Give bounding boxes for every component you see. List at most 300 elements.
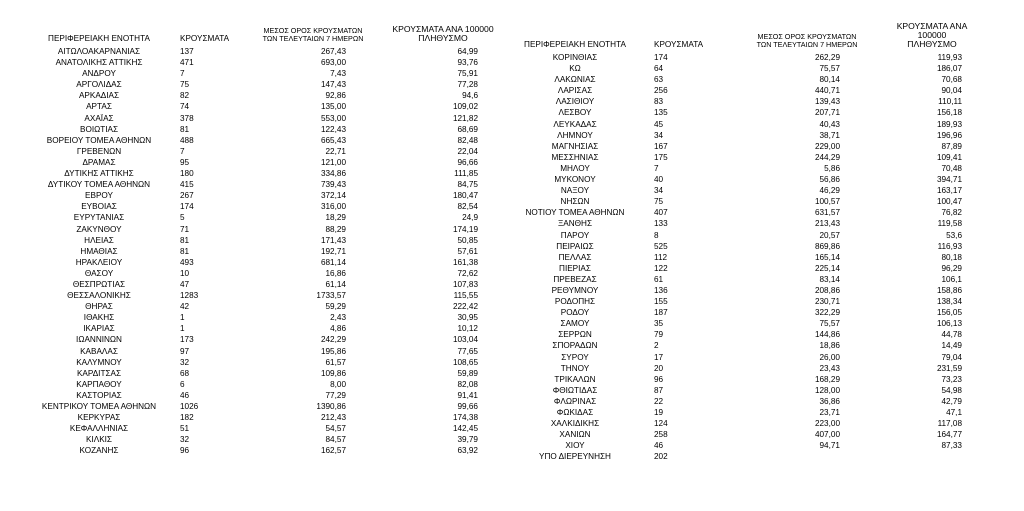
avg-value: 147,43	[320, 80, 346, 90]
avg-value: 223,00	[814, 419, 840, 429]
right-table-body	[508, 52, 982, 462]
avg-value: 92,86	[325, 91, 346, 101]
cases-value: 122	[654, 263, 668, 273]
table-row	[508, 207, 982, 218]
table-row	[30, 423, 498, 434]
table-row	[30, 346, 498, 357]
avg-value: 165,14	[814, 252, 840, 262]
table-row	[30, 445, 498, 456]
avg-value: 109,86	[320, 368, 346, 378]
table-row	[508, 296, 982, 307]
cases-value: 2	[654, 341, 659, 351]
table-row	[508, 85, 982, 96]
region-name: ΚΩ	[569, 64, 581, 74]
cases-value: 20	[654, 363, 664, 373]
per100k-value: 110,11	[938, 97, 962, 107]
avg-value: 631,57	[814, 208, 840, 218]
region-name: ΚΕΡΚΥΡΑΣ	[77, 413, 121, 423]
cases-value: 378	[180, 113, 194, 123]
cases-value: 135	[654, 108, 668, 118]
avg-value: 100,57	[814, 197, 840, 207]
region-name: ΦΛΩΡΙΝΑΣ	[553, 396, 597, 406]
cases-value: 75	[654, 197, 664, 207]
region-name: ΕΥΡΥΤΑΝΙΑΣ	[73, 213, 125, 223]
region-name: ΗΛΕΙΑΣ	[84, 235, 114, 245]
region-name: ΞΑΝΘΗΣ	[557, 219, 593, 229]
header-per100k-line1: ΚΡΟΥΣΜΑΤΑ ΑΝΑ 100000	[392, 24, 494, 34]
avg-value: 23,43	[819, 363, 840, 373]
table-row	[30, 179, 498, 190]
table-row	[30, 334, 498, 345]
per100k-value: 80,18	[941, 252, 962, 262]
cases-value: 167	[654, 141, 668, 151]
per100k-value: 115,55	[453, 291, 478, 301]
avg-value: 162,57	[320, 446, 346, 456]
avg-value: 267,43	[320, 47, 346, 56]
avg-value: 75,57	[819, 64, 840, 74]
cases-value: 75	[180, 80, 190, 90]
cases-value: 22	[654, 396, 664, 406]
avg-value: 207,71	[814, 108, 840, 118]
region-name: ΡΟΔΟΠΗΣ	[554, 297, 596, 307]
per100k-value: 82,54	[457, 202, 478, 212]
table-row	[508, 329, 982, 340]
per100k-value: 53,6	[946, 230, 962, 240]
per100k-value: 116,93	[937, 241, 962, 251]
table-row	[30, 113, 498, 124]
cases-value: 175	[654, 152, 668, 162]
table-row	[508, 218, 982, 229]
table-row	[30, 412, 498, 423]
per100k-value: 117,08	[937, 419, 962, 429]
avg-value: 56,86	[819, 175, 840, 185]
region-name: ΘΑΣΟΥ	[84, 268, 114, 278]
per100k-value: 106,1	[941, 274, 962, 284]
per100k-value: 76,82	[941, 208, 962, 218]
region-name: ΧΑΛΚΙΔΙΚΗΣ	[550, 419, 600, 429]
per100k-value: 82,08	[457, 379, 478, 389]
avg-value: 88,29	[325, 224, 346, 234]
table-row	[30, 379, 498, 390]
avg-value: 75,57	[819, 319, 840, 329]
region-name: ΧΙΟΥ	[565, 441, 585, 451]
region-name: ΚΑΒΑΛΑΣ	[80, 346, 118, 356]
per100k-value: 161,38	[452, 257, 478, 267]
table-row	[30, 46, 498, 57]
table-row	[508, 230, 982, 241]
cases-value: 407	[654, 208, 668, 218]
table-row	[30, 101, 498, 112]
per100k-value: 196,96	[936, 130, 962, 140]
table-row	[30, 79, 498, 90]
per100k-value: 156,05	[936, 308, 962, 318]
header-cases: ΚΡΟΥΣΜΑΤΑ	[180, 34, 230, 44]
region-name: ΕΒΡΟΥ	[85, 191, 113, 201]
per100k-value: 10,12	[457, 324, 478, 334]
avg-value: 869,86	[814, 241, 840, 251]
avg-value: 1733,57	[316, 291, 346, 301]
cases-value: 187	[654, 308, 668, 318]
cases-value: 81	[180, 246, 190, 256]
cases-value: 5	[180, 213, 185, 223]
avg-value: 16,86	[325, 268, 346, 278]
region-name: ΑΡΤΑΣ	[86, 102, 112, 112]
region-name: ΤΡΙΚΑΛΩΝ	[554, 374, 596, 384]
per100k-value: 158,86	[936, 285, 962, 295]
table-row	[508, 141, 982, 152]
region-name: ΠΕΛΛΑΣ	[558, 252, 592, 262]
per100k-value: 63,92	[457, 446, 478, 456]
region-name: ΒΟΡΕΙΟΥ ΤΟΜΕΑ ΑΘΗΝΩΝ	[46, 135, 152, 145]
cases-value: 51	[180, 424, 190, 434]
cases-value: 47	[180, 279, 190, 289]
per100k-value	[882, 451, 982, 462]
cases-value: 83	[654, 97, 664, 107]
cases-value: 79	[654, 330, 664, 340]
avg-value: 693,00	[320, 58, 346, 68]
table-row	[508, 429, 982, 440]
per100k-value: 44,78	[941, 330, 962, 340]
cases-value: 174	[654, 53, 668, 62]
region-name: ΡΟΔΟΥ	[560, 308, 590, 318]
region-name: ΛΑΡΙΣΑΣ	[557, 86, 593, 96]
header-avg-line2: ΤΩΝ ΤΕΛΕΥΤΑΙΩΝ 7 ΗΜΕΡΩΝ	[262, 34, 364, 44]
table-row	[508, 63, 982, 74]
table-row	[30, 146, 498, 157]
header-per100k-line1: ΚΡΟΥΣΜΑΤΑ ΑΝΑ 100000	[896, 21, 968, 40]
cases-value: 96	[180, 446, 190, 456]
cases-value: 202	[654, 452, 668, 462]
region-name: ΚΕΝΤΡΙΚΟΥ ΤΟΜΕΑ ΑΘΗΝΩΝ	[41, 402, 157, 411]
per100k-value: 394,71	[936, 175, 962, 185]
region-name: ΑΡΚΑΔΙΑΣ	[78, 91, 120, 101]
per100k-value: 119,93	[937, 53, 962, 62]
table-row	[30, 135, 498, 146]
header-avg-line2: ΤΩΝ ΤΕΛΕΥΤΑΙΩΝ 7 ΗΜΕΡΩΝ	[756, 40, 858, 50]
table-row	[30, 290, 498, 301]
table-row	[508, 274, 982, 285]
avg-value: 230,71	[814, 297, 840, 307]
avg-value: 61,57	[325, 357, 346, 367]
table-row	[508, 130, 982, 141]
cases-value: 258	[654, 430, 668, 440]
table-row	[30, 434, 498, 445]
per100k-value: 186,07	[936, 64, 962, 74]
table-row	[30, 323, 498, 334]
region-name: ΖΑΚΥΝΘΟΥ	[76, 224, 122, 234]
cases-value: 133	[654, 219, 668, 229]
header-avg-line1: ΜΕΣΟΣ ΟΡΟΣ ΚΡΟΥΣΜΑΤΩΝ	[263, 26, 363, 36]
cases-value: 7	[180, 146, 185, 156]
table-row	[30, 212, 498, 223]
per100k-value: 103,04	[452, 335, 478, 345]
per100k-value: 231,59	[936, 363, 962, 373]
table-row	[508, 352, 982, 363]
avg-value: 192,71	[320, 246, 346, 256]
per100k-value: 94,6	[462, 91, 478, 101]
table-row	[30, 90, 498, 101]
avg-value: 80,14	[819, 75, 840, 85]
table-row	[30, 124, 498, 135]
table-row	[30, 390, 498, 401]
per100k-value: 50,85	[457, 235, 478, 245]
per100k-value: 75,91	[457, 69, 478, 79]
right-table-header	[508, 22, 982, 52]
cases-value: 40	[654, 175, 664, 185]
region-name: ΚΟΖΑΝΗΣ	[79, 446, 119, 456]
cases-value: 61	[654, 274, 664, 284]
region-name: ΠΡΕΒΕΖΑΣ	[553, 274, 597, 284]
per100k-value: 59,89	[457, 368, 478, 378]
cases-value: 415	[180, 180, 194, 190]
region-name: ΛΑΚΩΝΙΑΣ	[554, 75, 596, 85]
per100k-value: 174,38	[452, 413, 478, 423]
region-name: ΣΕΡΡΩΝ	[558, 330, 592, 340]
table-row	[508, 285, 982, 296]
region-name: ΚΑΣΤΟΡΙΑΣ	[76, 390, 122, 400]
avg-value: 553,00	[320, 113, 346, 123]
avg-value: 681,14	[320, 257, 346, 267]
avg-value: 334,86	[320, 169, 346, 179]
table-row	[508, 318, 982, 329]
avg-value: 168,29	[814, 374, 840, 384]
header-avg-line1: ΜΕΣΟΣ ΟΡΟΣ ΚΡΟΥΣΜΑΤΩΝ	[757, 32, 857, 42]
region-name: ΚΑΛΥΜΝΟΥ	[76, 357, 122, 367]
region-name: ΑΙΤΩΛΟΑΚΑΡΝΑΝΙΑΣ	[57, 47, 141, 56]
avg-value: 40,43	[819, 119, 840, 129]
per100k-value: 99,66	[457, 402, 478, 411]
avg-value: 2,43	[330, 313, 346, 323]
avg-value: 1390,86	[316, 402, 346, 411]
cases-value: 8	[654, 230, 659, 240]
region-name: ΝΟΤΙΟΥ ΤΟΜΕΑ ΑΘΗΝΩΝ	[525, 208, 625, 218]
avg-value: 171,43	[320, 235, 346, 245]
cases-value: 87	[654, 385, 664, 395]
per100k-value: 91,41	[457, 390, 478, 400]
table-row	[30, 168, 498, 179]
region-name: ΣΥΡΟΥ	[561, 352, 589, 362]
cases-value: 136	[654, 285, 668, 295]
cases-value: 137	[180, 47, 194, 56]
per100k-value: 142,45	[452, 424, 478, 434]
cases-value: 1	[180, 313, 185, 323]
table-row	[508, 307, 982, 318]
per100k-value: 84,75	[457, 180, 478, 190]
header-avg	[238, 22, 388, 46]
region-name: ΠΕΙΡΑΙΩΣ	[556, 241, 594, 251]
region-name: ΚΕΦΑΛΛΗΝΙΑΣ	[69, 424, 129, 434]
per100k-value: 174,19	[452, 224, 478, 234]
avg-value: 84,57	[325, 435, 346, 445]
per100k-value: 57,61	[457, 246, 478, 256]
per100k-value: 121,82	[452, 113, 478, 123]
right-table	[508, 22, 982, 462]
cases-value: 267	[180, 191, 194, 201]
avg-value: 135,00	[320, 102, 346, 112]
per100k-value: 108,65	[452, 357, 478, 367]
avg-value: 122,43	[320, 124, 346, 134]
region-name: ΘΗΡΑΣ	[85, 302, 113, 312]
per100k-value: 109,41	[936, 152, 962, 162]
table-row	[508, 107, 982, 118]
table-row	[508, 252, 982, 263]
per100k-value: 109,02	[452, 102, 478, 112]
table-row	[30, 157, 498, 168]
region-name: ΛΕΣΒΟΥ	[558, 108, 592, 118]
per100k-value: 39,79	[457, 435, 478, 445]
region-name: ΥΠΟ ΔΙΕΡΕΥΝΗΣΗ	[539, 452, 611, 462]
avg-value: 38,71	[819, 130, 840, 140]
table-row	[508, 52, 982, 63]
avg-value: 5,86	[824, 163, 840, 173]
per100k-value: 73,23	[941, 374, 962, 384]
region-name: ΕΥΒΟΙΑΣ	[81, 202, 117, 212]
per100k-value: 180,47	[452, 191, 478, 201]
avg-value: 440,71	[814, 86, 840, 96]
cases-value: 32	[180, 357, 190, 367]
table-row	[30, 268, 498, 279]
header-per100k-line2: ΠΛΗΘΥΣΜΟ	[418, 33, 468, 43]
region-name: ΚΑΡΠΑΘΟΥ	[76, 379, 122, 389]
cases-value: 71	[180, 224, 190, 234]
per100k-value: 138,34	[936, 297, 962, 307]
table-row	[30, 368, 498, 379]
avg-value: 83,14	[819, 274, 840, 284]
avg-value: 77,29	[325, 390, 346, 400]
avg-value: 407,00	[814, 430, 840, 440]
per100k-value: 70,68	[941, 75, 962, 85]
cases-value: 19	[654, 408, 664, 417]
left-table-body	[30, 46, 498, 456]
cases-value: 46	[654, 441, 664, 451]
per100k-value: 96,66	[457, 157, 478, 167]
cases-value: 7	[180, 69, 185, 79]
cases-value: 155	[654, 297, 668, 307]
table-row	[508, 152, 982, 163]
per100k-value: 70,48	[941, 163, 962, 173]
table-row	[508, 174, 982, 185]
table-row	[30, 301, 498, 312]
region-name: ΑΝΑΤΟΛΙΚΗΣ ΑΤΤΙΚΗΣ	[55, 58, 143, 68]
avg-value: 225,14	[814, 263, 840, 273]
avg-value: 213,43	[814, 219, 840, 229]
cases-value: 124	[654, 419, 668, 429]
per100k-value: 96,29	[941, 263, 962, 273]
avg-value: 94,71	[819, 441, 840, 451]
region-name: ΙΚΑΡΙΑΣ	[83, 324, 115, 334]
per100k-value: 47,1	[946, 408, 962, 417]
table-row	[508, 340, 982, 351]
region-name: ΚΑΡΔΙΤΣΑΣ	[76, 368, 122, 378]
region-name: ΝΗΣΩΝ	[560, 197, 590, 207]
per100k-value: 106,13	[936, 319, 962, 329]
per100k-value: 30,95	[457, 313, 478, 323]
table-row	[30, 357, 498, 368]
cases-value: 7	[654, 163, 659, 173]
avg-value: 20,57	[819, 230, 840, 240]
table-row	[30, 224, 498, 235]
table-row	[508, 396, 982, 407]
per100k-value: 68,69	[457, 124, 478, 134]
header-avg	[732, 22, 882, 52]
avg-value: 46,29	[819, 186, 840, 196]
cases-value: 97	[180, 346, 190, 356]
cases-value: 1026	[180, 402, 199, 411]
avg-value: 739,43	[320, 180, 346, 190]
per100k-value: 119,58	[937, 219, 962, 229]
per100k-value: 14,49	[941, 341, 962, 351]
region-name: ΔΥΤΙΚΗΣ ΑΤΤΙΚΗΣ	[64, 169, 134, 179]
avg-value: 23,71	[819, 408, 840, 417]
cases-value: 68	[180, 368, 190, 378]
region-name: ΣΠΟΡΑΔΩΝ	[552, 341, 598, 351]
cases-value: 95	[180, 157, 190, 167]
region-name: ΔΡΑΜΑΣ	[82, 157, 116, 167]
per100k-value: 87,89	[941, 141, 962, 151]
avg-value: 26,00	[819, 352, 840, 362]
region-name: ΛΑΣΙΘΙΟΥ	[555, 97, 595, 107]
table-row	[508, 96, 982, 107]
region-name: ΡΕΘΥΜΝΟΥ	[551, 285, 599, 295]
region-name: ΘΕΣΠΡΩΤΙΑΣ	[72, 279, 126, 289]
per100k-value: 111,85	[454, 169, 478, 179]
cases-value: 471	[180, 58, 194, 68]
header-cases: ΚΡΟΥΣΜΑΤΑ	[654, 40, 704, 50]
cases-value: 34	[654, 186, 664, 196]
cases-value: 46	[180, 390, 190, 400]
left-table	[30, 22, 498, 456]
cases-value: 63	[654, 75, 664, 85]
cases-value: 96	[654, 374, 664, 384]
per100k-value: 164,77	[936, 430, 962, 440]
avg-value: 212,43	[320, 413, 346, 423]
table-row	[30, 312, 498, 323]
avg-value: 372,14	[320, 191, 346, 201]
avg-value: 36,86	[819, 396, 840, 406]
avg-value: 7,43	[330, 69, 346, 79]
avg-value: 242,29	[320, 335, 346, 345]
cases-value: 1	[180, 324, 185, 334]
avg-value: 18,29	[325, 213, 346, 223]
cases-value: 174	[180, 202, 194, 212]
avg-value: 244,29	[814, 152, 840, 162]
region-name: ΧΑΝΙΩΝ	[559, 430, 591, 440]
region-name: ΜΗΛΟΥ	[560, 163, 590, 173]
table-row	[508, 119, 982, 130]
table-row	[508, 451, 982, 462]
per100k-value: 42,79	[941, 396, 962, 406]
left-table-header	[30, 22, 498, 46]
region-name: ΚΙΛΚΙΣ	[85, 435, 112, 445]
region-name: ΑΧΑΪΑΣ	[84, 113, 114, 123]
region-name: ΛΗΜΝΟΥ	[557, 130, 593, 140]
region-name: ΚΟΡΙΝΘΙΑΣ	[552, 53, 598, 62]
cases-value: 6	[180, 379, 185, 389]
per100k-value: 77,28	[457, 80, 478, 90]
region-name: ΗΜΑΘΙΑΣ	[80, 246, 118, 256]
avg-value: 61,14	[325, 279, 346, 289]
per100k-value: 72,62	[457, 268, 478, 278]
region-name: ΦΩΚΙΔΑΣ	[556, 408, 594, 417]
table-row	[508, 263, 982, 274]
avg-value: 54,57	[325, 424, 346, 434]
table-row	[30, 57, 498, 68]
per100k-value: 189,93	[936, 119, 962, 129]
cases-value: 74	[180, 102, 190, 112]
cases-value: 10	[180, 268, 190, 278]
table-row	[508, 440, 982, 451]
avg-value	[732, 451, 882, 462]
